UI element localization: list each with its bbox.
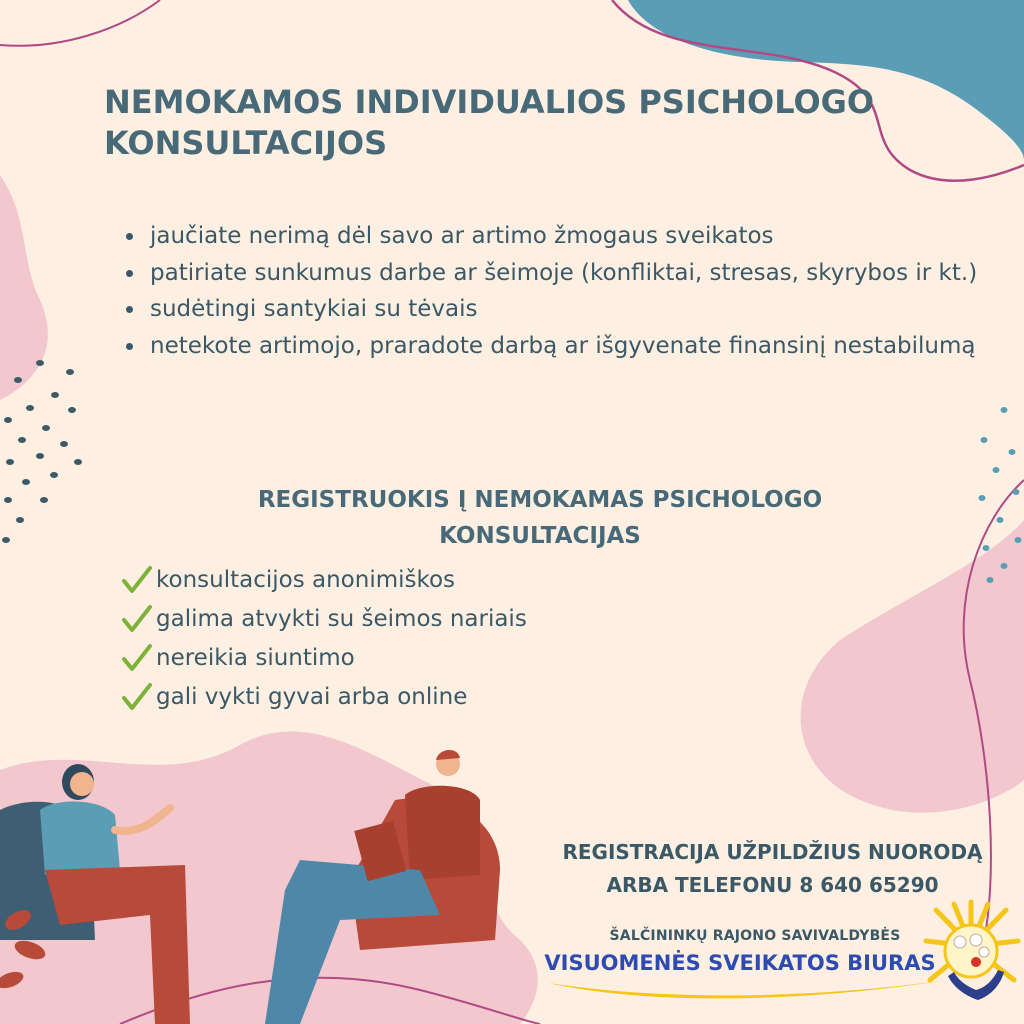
symptom-list (124, 218, 984, 364)
organization-line-1: ŠALČININKŲ RAJONO SAVIVALDYBĖS (609, 928, 901, 944)
woman-arm (115, 808, 170, 831)
title-line-1: NEMOKAMOS INDIVIDUALIOS PSICHOLOGO (104, 83, 875, 121)
list-item: netekote artimojo, praradote darbą ar išgyvenate finansinį nestabilumą (124, 328, 984, 365)
benefit-label: nereikia siuntimo (156, 644, 355, 671)
benefit-item (120, 677, 527, 716)
register-heading (160, 482, 920, 554)
check-icon (120, 565, 154, 595)
register-heading-line-2: KONSULTACIJAS (439, 523, 641, 549)
contact-info (500, 836, 1024, 902)
benefit-label: gali vykti gyvai arba online (156, 683, 468, 710)
contact-line-1: REGISTRACIJA UŽPILDŽIUS NUORODĄ (562, 840, 983, 864)
register-heading-line-1: REGISTRUOKIS Į NEMOKAMAS PSICHOLOGO (257, 487, 823, 513)
benefit-item (120, 560, 527, 599)
check-icon (120, 682, 154, 712)
list-item: sudėtingi santykiai su tėvais (124, 291, 984, 328)
contact-line-2: ARBA TELEFONU 8 640 65290 (606, 873, 939, 897)
benefit-label: konsultacijos anonimiškos (156, 566, 456, 593)
woman-shirt (40, 802, 120, 875)
organization-line-2: VISUOMENĖS SVEIKATOS BIURAS (544, 951, 936, 975)
pink-blob-left (0, 175, 48, 400)
check-icon (120, 604, 154, 634)
page-title (104, 82, 1004, 164)
benefit-label: galima atvykti su šeimos nariais (156, 605, 527, 632)
title-line-2: KONSULTACIJOS (104, 124, 388, 162)
list-item: patiriate sunkumus darbe ar šeimoje (konfliktai, stresas, skyrybos ir kt.) (124, 255, 984, 292)
magenta-line-topleft (0, 0, 160, 46)
benefit-item (120, 599, 527, 638)
man-shirt (405, 786, 480, 880)
sun-family-logo (918, 896, 1024, 1016)
benefit-item (120, 638, 527, 677)
woman-head (70, 772, 94, 796)
list-item: jaučiate nerimą dėl savo ar artimo žmogaus sveikatos (124, 218, 984, 255)
pink-blob-right (801, 520, 1024, 813)
consultation-illustration (0, 740, 520, 1024)
woman-legs (45, 865, 190, 1024)
benefit-list (120, 560, 527, 716)
yellow-swoosh (548, 975, 948, 1005)
heart (971, 957, 981, 967)
check-icon (120, 643, 154, 673)
